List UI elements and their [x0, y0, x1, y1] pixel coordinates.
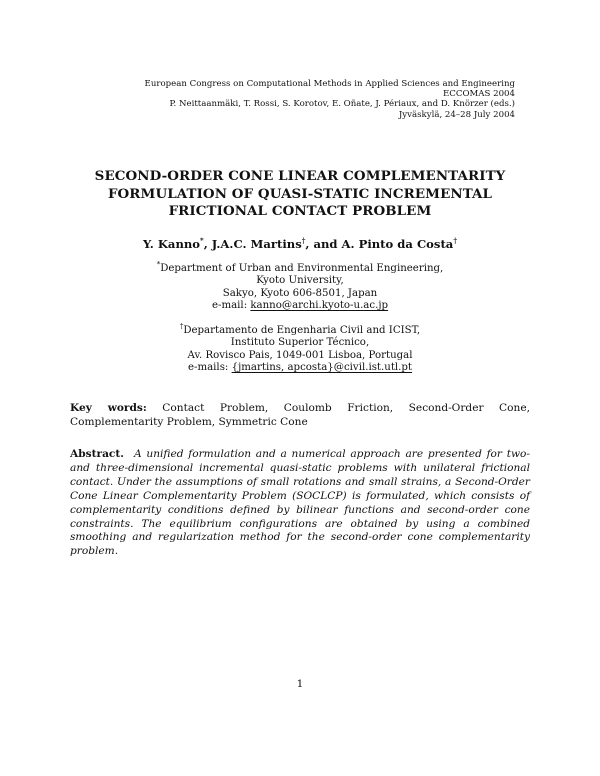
affiliation-kyoto-email-line — [130, 300, 470, 312]
affiliation-lisboa-email-line — [130, 362, 470, 374]
abstract-section — [70, 448, 530, 559]
affiliation-lisboa-mark: † — [179, 322, 184, 331]
email-link-ist[interactable]: {jmartins, apcosta}@civil.ist.utl.pt — [231, 362, 413, 374]
abstract-text: A unified formulation and a numerical approach are presented for two- and three-dimensional incremental quasi-static problems with unilateral frictional contact. Under the assumptions of small rotations and small strains, a Second-Order Cone Linear Complementarity Problem (SOCLCP) is formulated, which consists of complementarity conditions defined by bilinear functions and second-order cone constraints. The equilibrium configurations are obtained by using a combined smoothing and regularization method for the second-order cone complementarity problem. — [70, 448, 530, 558]
page-number: 1 — [296, 678, 304, 690]
author-pinto-da-costa-mark: † — [453, 236, 457, 246]
title-line-3: FRICTIONAL CONTACT PROBLEM — [168, 203, 432, 219]
title-line-1: SECOND-ORDER CONE LINEAR COMPLEMENTARITY — [94, 168, 506, 184]
keywords-section — [70, 402, 530, 429]
conference-header — [145, 79, 515, 120]
affiliation-kyoto-line-3: Sakyo, Kyoto 606-8501, Japan — [222, 287, 378, 299]
paper-title — [70, 168, 530, 221]
affiliation-kyoto-mark: * — [156, 260, 161, 269]
keywords-text: Contact Problem, Coulomb Friction, Second-Order Cone, Complementarity Problem, Symmetric Cone — [70, 402, 531, 428]
affiliation-kyoto — [130, 260, 470, 313]
author-kanno: Y. Kanno — [143, 237, 201, 251]
author-pinto-da-costa: and A. Pinto da Costa — [313, 237, 454, 251]
title-line-2: FORMULATION OF QUASI-STATIC INCREMENTAL — [107, 185, 493, 202]
email-link-kanno[interactable]: kanno@archi.kyoto-u.ac.jp — [250, 300, 389, 312]
affiliation-lisboa — [130, 322, 470, 375]
author-list: Y. Kanno*, J.A.C. Martins†, and A. Pinto da Costa† — [143, 236, 457, 251]
affiliation-lisboa-line-1: †Departamento de Engenharia Civil and ICIST, — [179, 322, 421, 336]
author-martins: J.A.C. Martins — [211, 237, 302, 251]
header-line-conference: European Congress on Computational Methods in Applied Sciences and Engineering — [144, 79, 515, 89]
affiliation-lisboa-line-3: Av. Rovisco Pais, 1049-001 Lisboa, Portugal — [187, 349, 413, 361]
header-line-acronym: ECCOMAS 2004 — [443, 89, 515, 100]
affiliation-kyoto-line-2: Kyoto University, — [256, 275, 344, 287]
header-line-place-date: Jyväskylä, 24–28 July 2004 — [398, 109, 515, 120]
author-kanno-mark: * — [200, 236, 204, 246]
abstract-label: Abstract. — [70, 448, 124, 460]
emails-label: e-mails: — [187, 362, 229, 374]
author-martins-mark: † — [301, 236, 306, 246]
affiliation-lisboa-line-2: Instituto Superior Técnico, — [230, 337, 370, 349]
keywords-label: Key words: — [70, 402, 147, 414]
header-line-editors: P. Neittaanmäki, T. Rossi, S. Korotov, E. Oñate, J. Périaux, and D. Knörzer (eds.) — [169, 99, 515, 110]
affiliation-kyoto-line-1: *Department of Urban and Environmental Engineering, — [156, 260, 444, 274]
email-label: e-mail: — [211, 300, 248, 312]
